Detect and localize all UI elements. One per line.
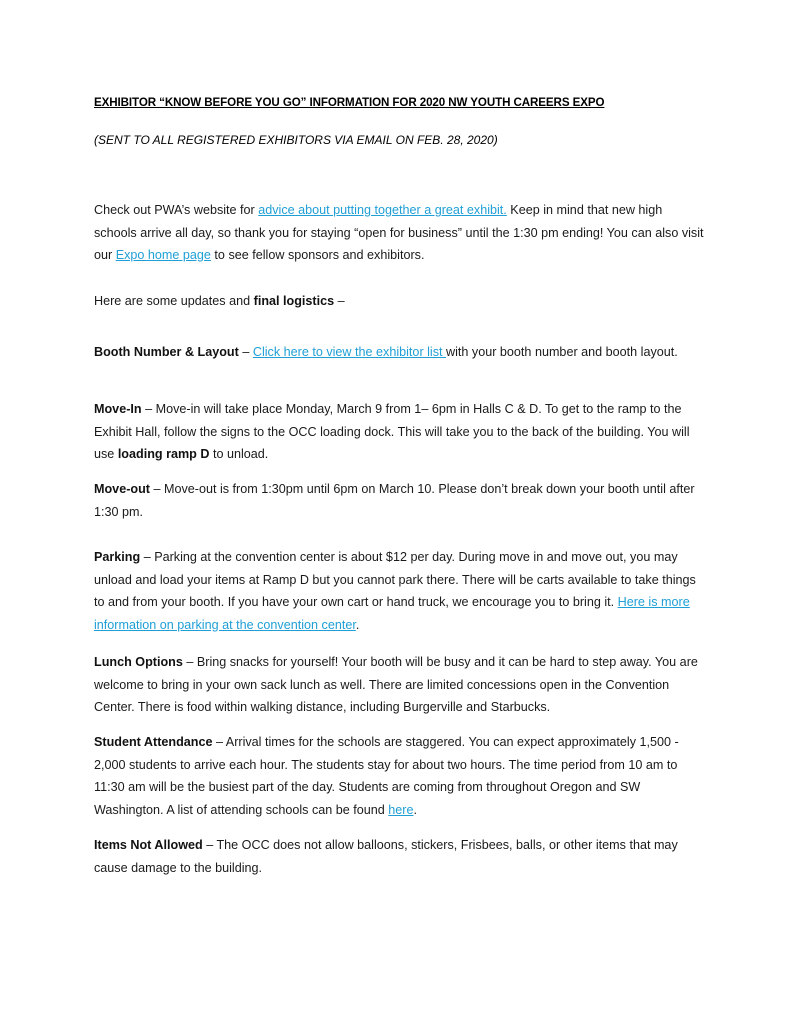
page-title: EXHIBITOR “KNOW BEFORE YOU GO” INFORMATION FOR 2020 NW YOUTH CAREERS EXPO <box>94 96 605 109</box>
move-in-text-1: – Move-in will take place Monday, March 9 from 1– 6pm in Halls C & D. To get to the ramp to the Exhibit Hall, follow the signs to the OCC loading dock. This will take you to the back of the building. You will use <box>94 402 690 461</box>
expo-home-page-link[interactable]: Expo home page <box>115 248 211 262</box>
parking-info-link[interactable]: Here is more information on parking at the convention center <box>94 595 690 632</box>
page-subtitle: (SENT TO ALL REGISTERED EXHIBITORS VIA EMAIL ON FEB. 28, 2020) <box>94 133 498 147</box>
attendance-text-2: . <box>413 802 417 817</box>
booth-paragraph <box>94 341 706 364</box>
move-in-heading: Move-In <box>94 402 142 416</box>
attendance-paragraph <box>94 731 706 821</box>
move-in-paragraph <box>94 398 706 466</box>
parking-paragraph <box>94 546 706 636</box>
move-out-heading: Move-out <box>94 482 150 496</box>
updates-text-1: Here are some updates and <box>94 294 254 308</box>
parking-text-1: – Parking at the convention center is about $12 per day. During move in and move out, you may unload and load your items at Ramp D but you cannot park there. There will be carts available to take things to and from your booth. If you have your own cart or hand truck, we encourage you to bring it. <box>94 550 696 609</box>
intro-text-2: Keep in mind that new high schools arrive all day, so thank you for staying “open for business” until the 1:30 pm ending! You can also visit our <box>94 203 704 262</box>
loading-ramp-bold: loading ramp D <box>117 447 210 461</box>
not-allowed-text: – The OCC does not allow balloons, stickers, Frisbees, balls, or other items that may cause damage to the building. <box>94 838 678 875</box>
updates-bold: final logistics <box>253 294 335 308</box>
intro-text-1: Check out PWA’s website for <box>94 203 259 217</box>
updates-text-2: – <box>334 294 345 308</box>
exhibitor-list-link[interactable]: Click here to view the exhibitor list <box>252 345 447 359</box>
updates-paragraph <box>94 290 706 313</box>
exhibit-advice-link[interactable]: advice about putting together a great exhibit. <box>258 203 507 217</box>
parking-heading: Parking <box>94 550 141 564</box>
lunch-paragraph <box>94 651 706 719</box>
lunch-text: – Bring snacks for yourself! Your booth will be busy and it can be hard to step away. You are welcome to bring in your own sack lunch as well. There are limited concessions open in the Convention Center. There is food within walking distance, including Burgerville and Starbucks. <box>94 655 698 714</box>
intro-text-3: to see fellow sponsors and exhibitors. <box>210 248 425 262</box>
attendance-text-1: – Arrival times for the schools are staggered. You can expect approximately 1,500 - 2,000 students to arrive each hour. The students stay for about two hours. The time period from 10 am to 11:30 am will be the busiest part of the day. Students are coming from throughout Oregon and SW Washington. A list of attending schools can be found <box>94 735 679 817</box>
lunch-heading: Lunch Options <box>94 655 183 669</box>
intro-paragraph <box>94 199 706 267</box>
booth-text-1: – <box>238 345 253 359</box>
attending-schools-link[interactable]: here <box>388 802 414 817</box>
move-out-paragraph <box>94 478 706 523</box>
move-in-text-2: to unload. <box>209 447 269 461</box>
attendance-heading: Student Attendance <box>94 735 213 749</box>
booth-text-2: with your booth number and booth layout. <box>446 345 678 359</box>
move-out-text: – Move-out is from 1:30pm until 6pm on March 10. Please don’t break down your booth until after 1:30 pm. <box>94 482 695 519</box>
not-allowed-heading: Items Not Allowed <box>94 838 203 852</box>
not-allowed-paragraph <box>94 834 706 879</box>
parking-text-2: . <box>355 617 360 632</box>
booth-heading: Booth Number & Layout <box>94 345 239 359</box>
